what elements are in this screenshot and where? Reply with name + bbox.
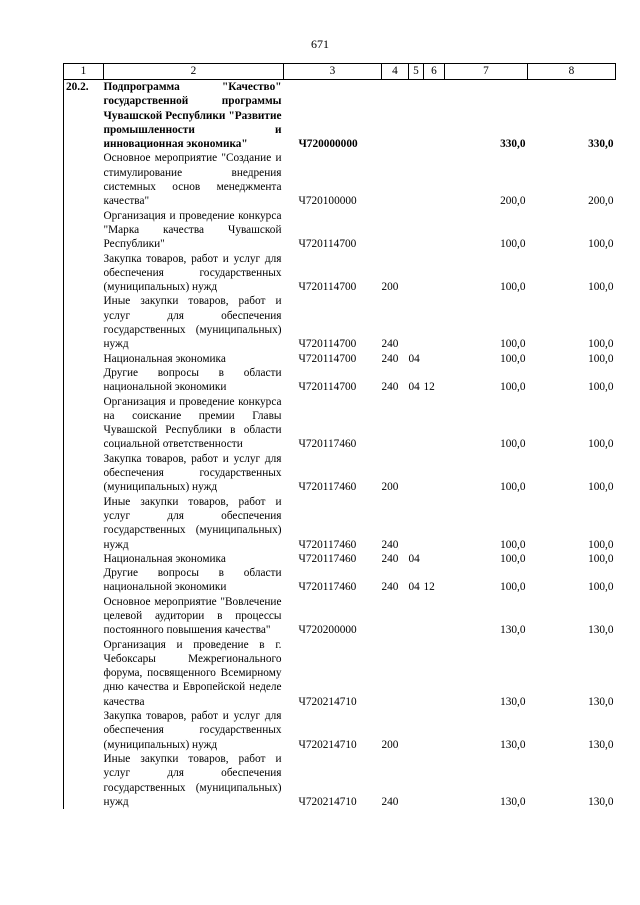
column-number: 1 [64,64,104,80]
section-number: 20.2. [64,80,104,810]
table-row [64,638,616,709]
target-article-code: Ч720114700 [298,352,357,365]
column-number: 8 [528,64,616,80]
target-article-code: Ч720117460 [298,552,357,565]
expense-type-code: 240 [381,552,399,565]
subsection-code [424,151,445,208]
expense-type-code: 240 [381,581,399,594]
row-name: Подпрограмма "Качество" государственной программы Чувашской Республики "Развитие промышленности и инновационная экономика" [103,81,282,151]
table-row [64,552,616,566]
row-name: Иные закупки товаров, работ и услуг для обеспечения государственных (муниципальных) нужд [103,495,282,551]
subsection-code [424,352,445,366]
section-code [409,151,424,208]
target-article-code: Ч720117460 [298,581,357,594]
subsection-code: 12 [423,381,435,394]
table-body [64,80,616,810]
expense-type-code: 240 [381,338,399,351]
target-article-code: Ч720200000 [298,624,357,637]
section-code [409,452,424,495]
table-row [64,709,616,752]
column-number: 6 [424,64,445,80]
amount-column-8: 200,0 [588,195,614,208]
section-code: 04 [408,581,420,594]
section-code [409,709,424,752]
section-code [409,294,424,351]
section-code [409,252,424,295]
target-article-code: Ч720000000 [298,138,358,151]
amount-column-8: 100,0 [588,381,614,394]
expense-type-code: 200 [381,281,399,294]
table-row [64,566,616,595]
subsection-code [424,294,445,351]
table-row [64,395,616,452]
column-number: 3 [284,64,382,80]
row-name: Иные закупки товаров, работ и услуг для обеспечения государственных (муниципальных) нужд [103,295,282,351]
expense-type-code: 200 [381,481,399,494]
subsection-code [424,638,445,709]
amount-column-8: 100,0 [588,538,614,551]
subsection-code [424,552,445,566]
amount-column-8: 330,0 [588,138,614,151]
section-code [409,395,424,452]
expense-type-code: 240 [381,381,399,394]
amount-column-8: 100,0 [588,352,614,365]
amount-column-8: 100,0 [588,481,614,494]
table-row [64,252,616,295]
section-code [409,209,424,252]
column-number: 5 [409,64,424,80]
row-name: Другие вопросы в области национальной экономики [103,567,282,594]
expense-type-code: 240 [381,352,399,365]
column-number: 4 [382,64,409,80]
row-name: Национальная экономика [103,552,226,565]
target-article-code: Ч720114700 [298,381,357,394]
target-article-code: Ч720114700 [298,338,357,351]
table-row [64,595,616,638]
amount-column-8: 100,0 [588,281,614,294]
section-code [409,595,424,638]
target-article-code: Ч720214710 [298,738,357,751]
section-code [409,495,424,552]
subsection-code: 12 [423,581,435,594]
table-row [64,294,616,351]
target-article-code: Ч720114700 [298,281,357,294]
target-article-code: Ч720100000 [298,195,357,208]
amount-column-7: 130,0 [500,795,526,808]
subsection-code [424,752,445,809]
target-article-code: Ч720214710 [298,695,357,708]
table-row [64,352,616,366]
subsection-code [424,80,445,152]
amount-column-7: 200,0 [500,195,526,208]
expense-type-code [382,209,409,252]
table-row [64,151,616,208]
table-row [64,366,616,395]
expense-type-code: 200 [381,738,399,751]
row-name: Другие вопросы в области национальной экономики [103,366,282,394]
expense-type-code [382,638,409,709]
amount-column-8: 100,0 [588,438,614,451]
amount-column-8: 130,0 [588,795,614,808]
amount-column-7: 130,0 [500,695,526,708]
amount-column-7: 100,0 [500,538,526,551]
expense-type-code [382,595,409,638]
subsection-code [424,252,445,295]
table-row [64,80,616,152]
table-row [64,495,616,552]
subsection-code [424,452,445,495]
amount-column-8: 100,0 [588,238,614,251]
row-name: Закупка товаров, работ и услуг для обеспечения государственных (муниципальных) нужд [103,252,282,294]
amount-column-8: 130,0 [588,695,614,708]
row-name: Иные закупки товаров, работ и услуг для обеспечения государственных (муниципальных) нужд [103,752,282,808]
amount-column-8: 130,0 [588,738,614,751]
row-name: Национальная экономика [103,352,226,365]
amount-column-7: 100,0 [500,352,526,365]
target-article-code: Ч720117460 [298,538,357,551]
section-code [409,752,424,809]
amount-column-7: 330,0 [500,138,526,151]
expense-type-code: 240 [381,538,399,551]
subsection-code [424,395,445,452]
expense-type-code [382,80,409,152]
row-name: Закупка товаров, работ и услуг для обеспечения государственных (муниципальных) нужд [103,710,282,751]
subsection-code [424,495,445,552]
row-name: Основное мероприятие "Создание и стимулирование внедрения системных основ менеджмента качества" [103,152,282,208]
amount-column-7: 100,0 [500,552,526,565]
target-article-code: Ч720117460 [298,438,357,451]
row-name: Организация и проведение конкурса "Марка качества Чувашской Республики" [103,209,282,251]
amount-column-7: 130,0 [500,624,526,637]
amount-column-8: 100,0 [588,552,614,565]
amount-column-7: 130,0 [500,738,526,751]
section-code: 04 [408,352,420,365]
section-code [409,80,424,152]
subsection-code [424,595,445,638]
subsection-code [424,209,445,252]
target-article-code: Ч720117460 [298,481,357,494]
row-name: Организация и проведение в г. Чебоксары Межрегионального форума, посвященного Всемирному дню качества и Европейской неделе качества [103,638,282,708]
target-article-code: Ч720214710 [298,795,357,808]
amount-column-7: 100,0 [500,338,526,351]
amount-column-7: 100,0 [500,381,526,394]
section-code [409,638,424,709]
amount-column-8: 130,0 [588,624,614,637]
section-code: 04 [408,552,420,565]
column-number: 7 [445,64,528,80]
amount-column-7: 100,0 [500,281,526,294]
amount-column-8: 100,0 [588,581,614,594]
table-row [64,752,616,809]
amount-column-7: 100,0 [500,238,526,251]
row-name: Закупка товаров, работ и услуг для обеспечения государственных (муниципальных) нужд [103,452,282,494]
subsection-code [424,709,445,752]
expense-type-code [382,151,409,208]
table-row [64,452,616,495]
expense-type-code [382,395,409,452]
amount-column-8: 100,0 [588,338,614,351]
row-name: Организация и проведение конкурса на соискание премии Главы Чувашской Республики в области социальной ответственности [103,395,282,451]
amount-column-7: 100,0 [500,438,526,451]
target-article-code: Ч720114700 [298,238,357,251]
amount-column-7: 100,0 [500,581,526,594]
expense-type-code: 240 [381,795,399,808]
budget-table [63,63,616,809]
row-name: Основное мероприятие "Вовлечение целевой аудитории в процессы постоянного повышения качества" [103,595,282,637]
column-number: 2 [104,64,284,80]
column-number-row [64,64,616,80]
page-number: 671 [311,37,329,51]
table-row [64,209,616,252]
section-code: 04 [408,381,420,394]
amount-column-7: 100,0 [500,481,526,494]
